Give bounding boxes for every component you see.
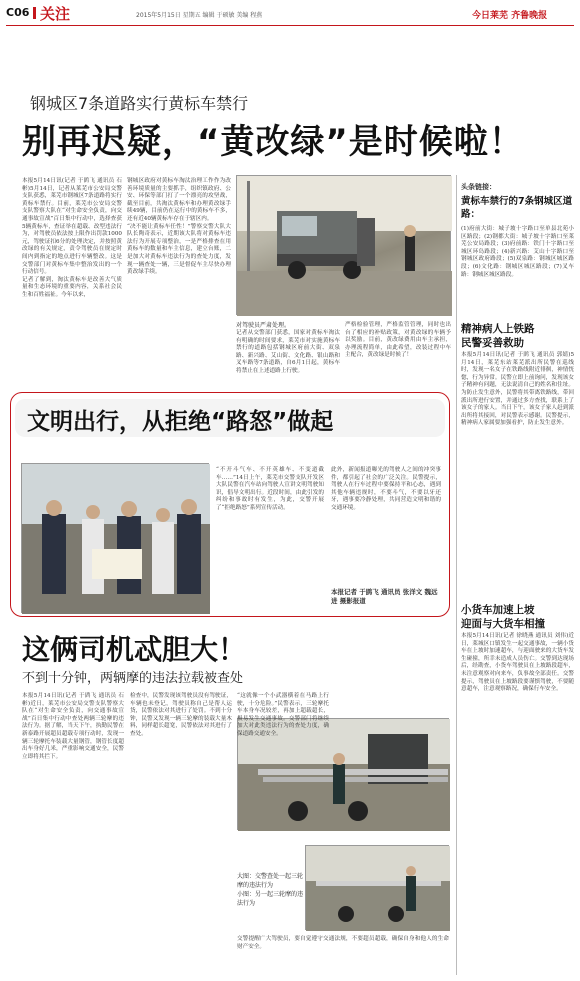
sidebar-divider (456, 175, 457, 975)
sidebar-low-title: 小货车加速上坡 迎面与大货车相撞 (461, 604, 545, 630)
truck-photo-small (305, 845, 449, 930)
truck-headline: 这俩司机忒胆大！ (22, 633, 247, 666)
sidebar-top-title: 黄标车禁行的7条钢城区道路： (461, 196, 573, 220)
sidebar-link-label: 头条链接： (461, 183, 496, 191)
page-code: C06 (6, 6, 30, 19)
section-marker (33, 7, 36, 19)
truck-subhead: 不到十分钟，两辆摩的违法拉载被查处 (22, 671, 244, 686)
paper-name: 今日莱芜 齐鲁晚报 (472, 11, 548, 21)
date-line: 2015年5月15日 星期五 编辑 于硕敏 美编 程燕 (136, 12, 263, 19)
civil-headline: 文明出行，从拒绝“路怒”做起 (27, 409, 334, 435)
civil-story-box (10, 392, 450, 617)
truck-body-col1: 本报5月14日讯(记者 于鹍飞 通讯员 石彬)近日，莱芜市公安局交警支队警察大队在“对生命安全负责，向交通事故宣战”百日集中行动中查处两辆三轮摩的违法行为。据了解，当天下午，执勤民警在新泰路开展超员超载专项行动时，发现一辆三轮摩托车装载大量钢管，钢管长度超出车身好几米，严重影响交通安全，民警立即将其拦下。 (22, 693, 124, 760)
civil-photo (21, 463, 209, 613)
lead-body-col2: 钢城区政府对黄标车淘汰治理工作作为改善环境质量的主要抓手，组织镇政府、公安、环保等部门打了一个漂亮的攻坚战，截至目前，共淘汰黄标车和办理黄改绿手续49辆，目前仍在运行中的黄标车不多，还有近40辆黄标车存在于辖区内。 “决不能让黄标车任性！”警察交警大队大队长陶奇表示，近期该大队将对黄标车违法行为开展专项整治，一是严格排查在用黄标车的数量和车主信息，建立台账，二是加大对黄标车违法行为的查处力度，发现一辆查处一辆，三是督促车主尽快办理黄改绿手续。 (127, 178, 231, 276)
sidebar-low-body: 本报5月14日讯(记者 徐晓燕 通讯员 刘伟)近日，莱城区口镇发生一起交通事故，一辆小货车在上坡时加速超车，与迎面驶来的大货车发生碰撞，所幸未造成人员伤亡。交警到达现场后，经勘查，小货车驾驶员在上坡路段超车，未注意观察对向来车，负事故全部责任。交警提示，驾驶员在上坡路段要谨慎驾驶，不要随意超车，注意观察路况，确保行车安全。 (461, 633, 574, 693)
lead-photo-caption: 对驾驶员严肃处理。 (236, 322, 291, 329)
truck-photo-caption: 大图：交警查处一起三轮摩的违法行为 小图：另一起三轮摩的违法行为 (237, 873, 304, 907)
masthead-rule (6, 25, 574, 26)
sidebar-mid-body: 本报5月14日讯(记者 于鹍飞 通讯员 郭婧)5月14日，莱芜东站莱芜派出所民警在巡线时，发现一名女子在铁路线附近徘徊，神情恍惚，行为异常。民警立即上前询问，发现该女子精神有问题，无法说清自己的姓名和住址。为防止发生意外，民警将其带离铁路线，带回派出所进行安置，并通过多方查找，联系上了该女子的家人。当日下午，该女子家人赶到派出所将其接回，对民警表示感谢。民警提示，精神病人家属要加强看护，防止发生意外。 (461, 352, 574, 427)
sidebar-top-body: (1)府前大街：城子坡十字路口至单县北苑小区路段；(2)钢都大街：城子坡十字路口至莱芜公安局路段；(3)府前路：铁门十字路口至城区环岛路段；(4)新兴路：艾山十字路口至钢城区政府路段；(5)双泉路：钢城区城区路段；(6)文化路：钢城区城区路段；(7)叉车路：钢城区城区路段。 (461, 226, 574, 278)
truck-scene-illustration (237, 176, 452, 316)
masthead (0, 0, 580, 28)
lead-photo (236, 175, 451, 315)
civil-body-col2: 此外，新闻报道曝光的驾驶人之间的冲突事件，都引起了社会的广泛关注。民警提示，驾驶人在行车过程中要保持平和心态，遇到其他车辆违规时，不要斗气，不要以牙还牙，遇事要冷静处理，共同营造文明和谐的交通环境。 (331, 467, 441, 511)
lead-body-col1: 本报5月14日讯(记者 于鹍飞 通讯员 石彬)5月14日，记者从莱芜市公安局交警支队获悉，莱芜市钢城区7条道路将实行黄标车禁行。目前，莱芜市公安局交警支队警察大队在“对生命安全负责，向交通事故宣战”百日集中行动中，选择查获5辆黄标车，查证举在超载、改型违法行为，对驾驶员依法按上限作出罚款1000元，驾驶证扣6分的处理决定，并按照黄改绿的有关规定，责令驾驶员在规定时间内到指定的地点进行车辆整改。这是交警部门对黄标车集中整治发出的一个行动信号。 记者了解到，淘汰黄标车是改善大气质量和生态环境的重要内容，关系社会民生和百姓福祉。今年以来， (22, 178, 122, 298)
sidebar-mid-title: 精神病人上铁路 民警妥善救助 (461, 323, 535, 349)
truck-body-col4: 交警提醒广大驾驶员，要自觉遵守交通法规，不要超员超载，确保自身和他人的生命财产安全。 (237, 936, 449, 950)
truck-body-col3: “这就像一个小武器横着在马路上行驶，十分危险。”民警表示，三轮摩托车本身车况较差，再加上超载超长，极易发生交通事故。交警部门将继续加大对此类违法行为的查处力度，确保道路交通安全。 (237, 693, 329, 737)
lead-body-col4: 严格检验管理，严格监管管理，同时也出台了相应的补贴政策，对黄改绿的车辆予以奖励。目前，黄改绿费用由车主承担，办理流程简单，由此希望，改装过程中车主配合，黄改绿是时候了！ (345, 322, 451, 359)
lead-body-col3: 记者从交警部门获悉，国家对黄标车淘汰有明确的时间要求，莱芜市对实施黄标车禁行的道路包括钢城区府前大街、双泉路、新兴路、艾山街、文化路、银山路和叉车路等7条道路，自6月1日起，黄标车将禁止在上述道路上行驶。 (236, 330, 340, 374)
section-title: 关注 (40, 5, 71, 23)
tricycle-scene-small-illustration (306, 846, 450, 931)
truck-body-col2: 检查中，民警发现该驾驶员没有驾驶证，车辆也未登记，驾驶员称自己是帮人运货，民警依法对其进行了处罚。不到十分钟，民警又发现一辆三轮摩的装载大量木料，同样超长超宽，民警依法对其进行了查处。 (130, 693, 232, 737)
officers-scene-illustration (22, 464, 210, 614)
lead-kicker: 钢城区7条道路实行黄标车禁行 (30, 94, 249, 113)
civil-body-col1: “不开斗气车、不开英雄车、不变道截车……”14日上午，莱芜市交警支队开发区大队民警在汽车站向驾驶人宣讲文明驾驶知识，倡导文明出行。近段时间，由此引发的纠纷和事故时有发生，为此，交警开展了“拒绝路怒”系列宣传活动。 (216, 467, 324, 511)
lead-headline: 别再迟疑，“黄改绿”是时候啦！ (22, 122, 524, 162)
civil-byline: 本报记者 于鹍飞 通讯员 张洋文 魏远进 摄影报道 (331, 588, 438, 605)
